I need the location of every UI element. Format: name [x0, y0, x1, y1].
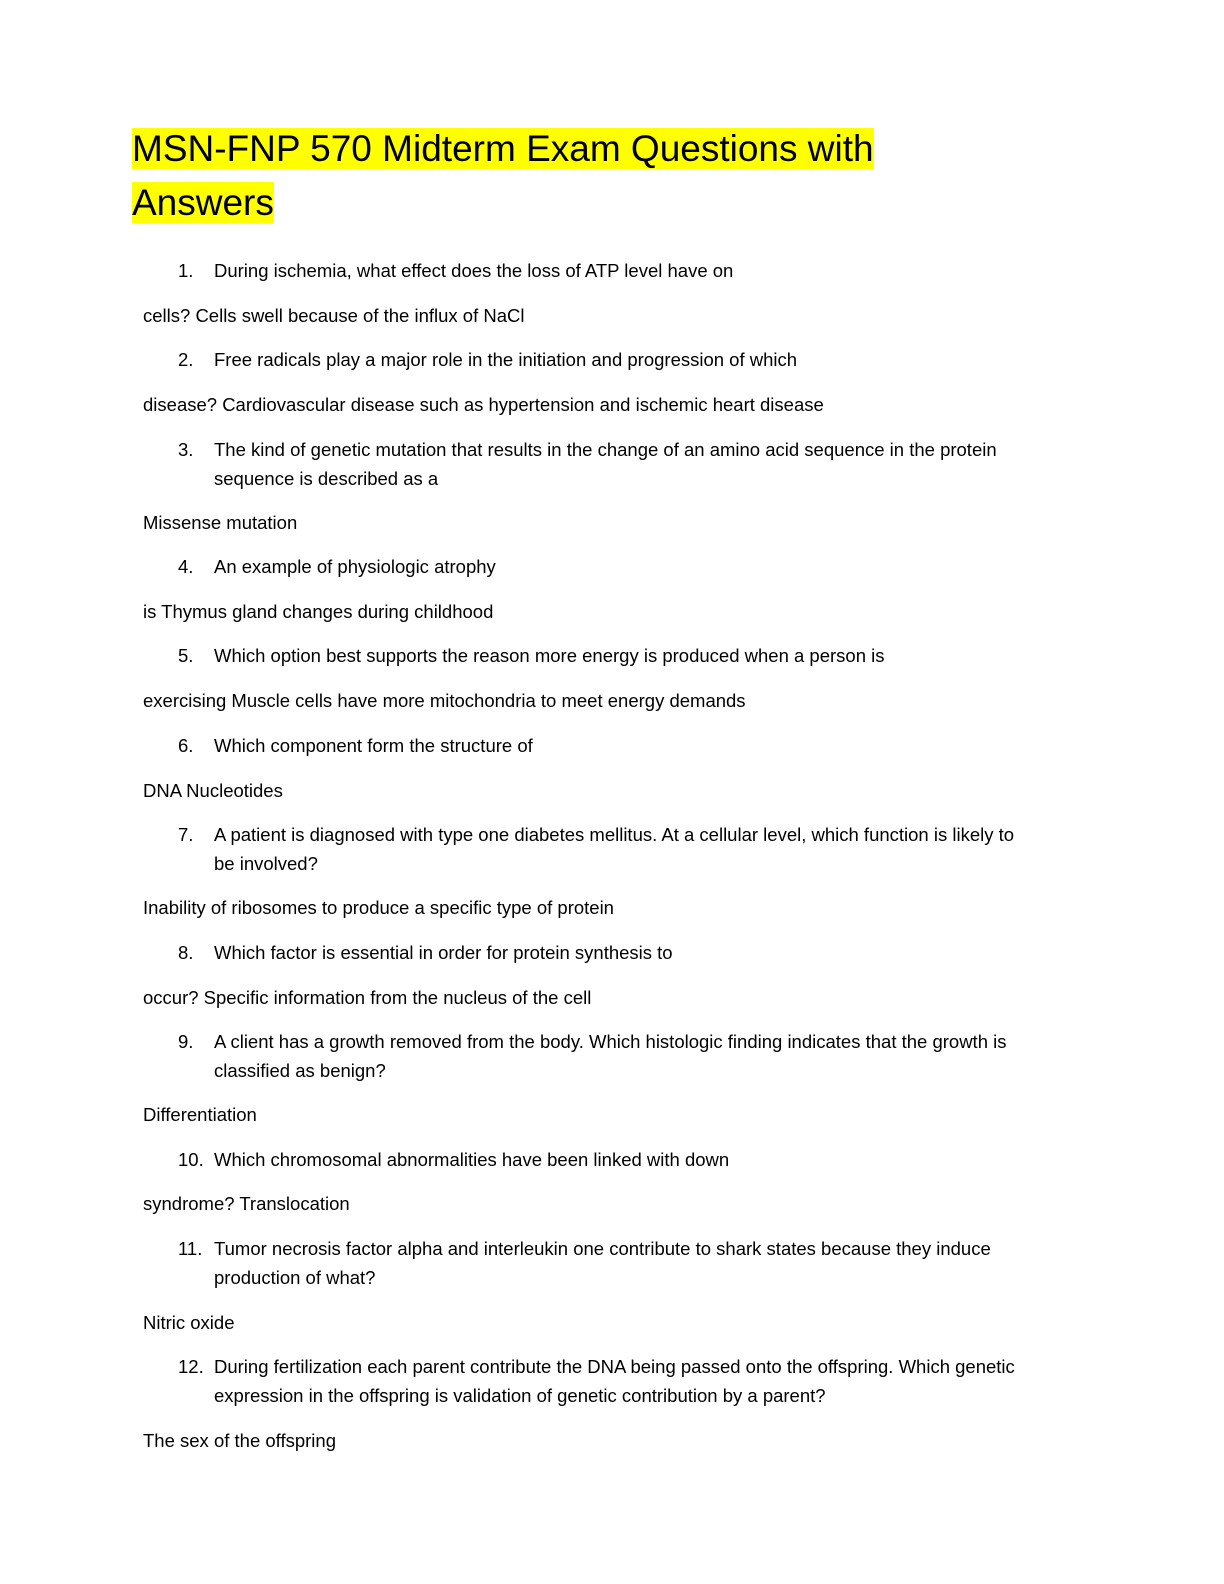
question-number: 9. — [178, 1031, 194, 1052]
question-number: 10. — [178, 1149, 204, 1170]
question-text: The kind of genetic mutation that results in the change of an amino acid sequence in the protein sequence is described as a — [214, 439, 997, 489]
answer-text: exercising Muscle cells have more mitochondria to meet energy demands — [143, 690, 746, 711]
question-item — [178, 256, 1034, 285]
question-text: A client has a growth removed from the body. Which histologic finding indicates that the growth is classified as benign? — [214, 1031, 1007, 1081]
question-number: 6. — [178, 735, 194, 756]
answer-text: Inability of ribosomes to produce a specific type of protein — [143, 897, 614, 918]
question-text: Tumor necrosis factor alpha and interleukin one contribute to shark states because they induce production of what? — [214, 1238, 991, 1288]
question-number: 2. — [178, 349, 194, 370]
answer-text: Missense mutation — [143, 512, 298, 533]
question-item — [178, 1027, 1034, 1085]
question-number: 7. — [178, 824, 194, 845]
question-item — [178, 552, 1034, 581]
question-number: 8. — [178, 942, 194, 963]
question-item — [178, 1234, 1034, 1292]
question-item — [178, 345, 1034, 374]
question-item — [178, 1352, 1034, 1410]
answer-text: disease? Cardiovascular disease such as hypertension and ischemic heart disease — [143, 394, 824, 415]
question-text: Which factor is essential in order for protein synthesis to — [214, 942, 673, 963]
answer-text: is Thymus gland changes during childhood — [143, 601, 494, 622]
question-text: An example of physiologic atrophy — [214, 556, 496, 577]
question-item — [178, 938, 1034, 967]
question-number: 12. — [178, 1356, 204, 1377]
question-item — [178, 731, 1034, 760]
question-number: 4. — [178, 556, 194, 577]
title-highlight: MSN-FNP 570 Midterm Exam Questions with Answers — [132, 128, 874, 223]
question-text: Which option best supports the reason more energy is produced when a person is — [214, 645, 885, 666]
question-text: During ischemia, what effect does the loss of ATP level have on — [214, 260, 734, 281]
question-item — [178, 820, 1034, 878]
question-text: Which component form the structure of — [214, 735, 533, 756]
document-title — [132, 122, 952, 230]
question-number: 11. — [178, 1238, 203, 1259]
question-number: 3. — [178, 439, 194, 460]
question-text: Free radicals play a major role in the initiation and progression of which — [214, 349, 798, 370]
answer-text: Differentiation — [143, 1104, 257, 1125]
question-number: 5. — [178, 645, 194, 666]
question-number: 1. — [178, 260, 194, 281]
answer-text: The sex of the offspring — [143, 1430, 336, 1451]
answer-text: Nitric oxide — [143, 1312, 235, 1333]
question-text: During fertilization each parent contribute the DNA being passed onto the offspring. Which genetic expression in the offspring is validation of genetic contribution by a parent? — [214, 1356, 1015, 1406]
question-item — [178, 641, 1034, 670]
question-item — [178, 1145, 1034, 1174]
answer-text: occur? Specific information from the nucleus of the cell — [143, 987, 592, 1008]
answer-text: cells? Cells swell because of the influx of NaCl — [143, 305, 525, 326]
question-text: A patient is diagnosed with type one diabetes mellitus. At a cellular level, which function is likely to be involved? — [214, 824, 1015, 874]
question-item — [178, 435, 1034, 493]
answer-text: DNA Nucleotides — [143, 780, 283, 801]
answer-text: syndrome? Translocation — [143, 1193, 350, 1214]
question-text: Which chromosomal abnormalities have been linked with down — [214, 1149, 730, 1170]
